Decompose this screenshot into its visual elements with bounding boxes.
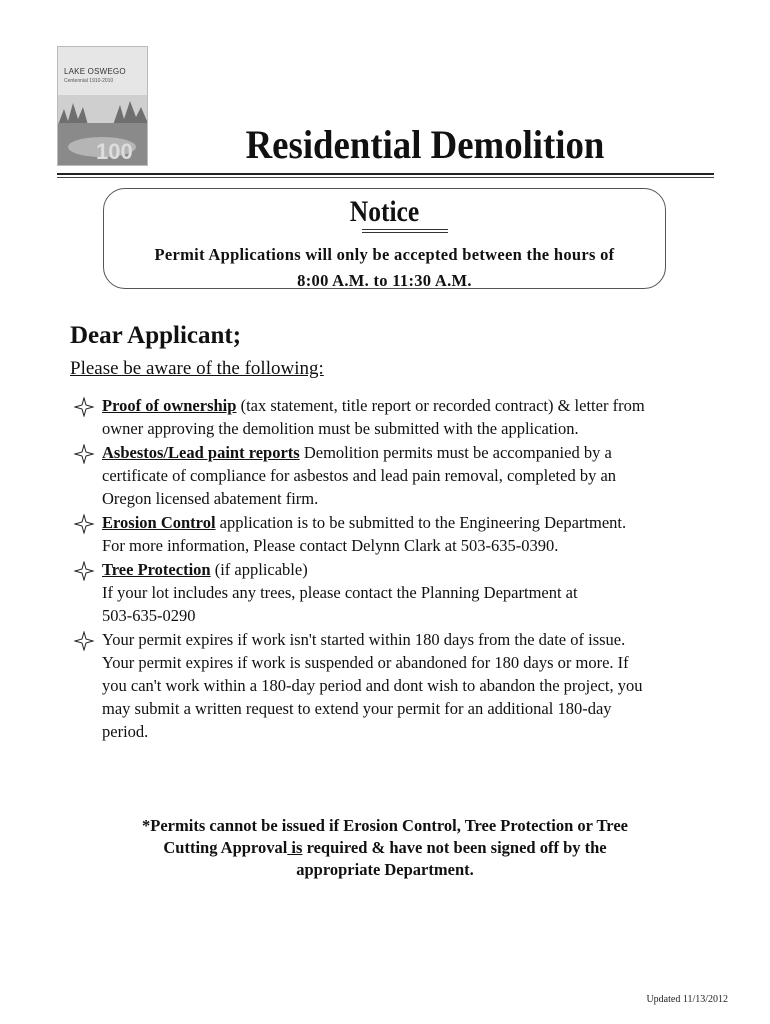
list-item-tree-protection — [70, 558, 690, 627]
notice-underline — [362, 229, 448, 230]
warning-line: required & have not been signed off by the — [302, 838, 607, 857]
item-text: certificate of compliance for asbestos and lead pain removal, completed by an — [102, 466, 617, 485]
updated-date: Updated 11/13/2012 — [646, 994, 728, 1005]
item-key: Asbestos/Lead paint reports — [102, 443, 300, 462]
title-rule — [57, 173, 714, 175]
logo-number: 100 — [96, 139, 133, 164]
permit-warning-note — [100, 815, 670, 881]
list-item-proof-of-ownership — [70, 394, 690, 440]
item-text: 503-635-0290 — [102, 606, 196, 625]
warning-line: *Permits cannot be issued if Erosion Control, Tree Protection or Tree — [142, 816, 628, 835]
title-rule-thin — [57, 177, 714, 178]
item-text: (tax statement, title report or recorded contract) & letter from — [236, 396, 645, 415]
item-key: Proof of ownership — [102, 396, 237, 415]
item-text: application is to be submitted to the Engineering Department. — [215, 513, 627, 532]
item-text: you can't work within a 180-day period and dont wish to abandon the project, you — [102, 676, 643, 695]
notice-underline-double — [362, 232, 448, 233]
four-point-star-icon — [74, 397, 94, 417]
item-key: Erosion Control — [102, 513, 216, 532]
list-item-erosion-control — [70, 511, 690, 557]
item-text: may submit a written request to extend your permit for an additional 180-day — [102, 699, 612, 718]
item-text: Your permit expires if work isn't started within 180 days from the date of issue. — [102, 630, 626, 649]
four-point-star-icon — [74, 631, 94, 651]
item-text: Your permit expires if work is suspended or abandoned for 180 days or more. If — [102, 653, 629, 672]
list-item-permit-expiration — [70, 628, 690, 743]
four-point-star-icon — [74, 514, 94, 534]
four-point-star-icon — [74, 444, 94, 464]
notice-heading: Notice — [349, 195, 420, 228]
item-text: (if applicable) — [210, 560, 308, 579]
item-text: Demolition permits must be accompanied by a — [299, 443, 612, 462]
logo-title: LAKE OSWEGO — [64, 67, 126, 76]
notice-hours-range: 8:00 A.M. to 11:30 A.M. — [297, 271, 472, 290]
four-point-star-icon — [74, 561, 94, 581]
item-text: period. — [102, 722, 149, 741]
item-text: If your lot includes any trees, please contact the Planning Department at — [102, 583, 578, 602]
item-key: Tree Protection — [102, 560, 211, 579]
list-item-asbestos — [70, 441, 690, 510]
logo-subtitle: Centennial 1910-2010 — [64, 78, 114, 84]
lake-oswego-centennial-logo — [57, 46, 148, 166]
item-text: Oregon licensed abatement firm. — [102, 489, 319, 508]
notice-box — [103, 188, 666, 289]
warning-emphasis: is — [287, 838, 303, 857]
page-title: Residential Demolition — [245, 122, 605, 167]
item-text: owner approving the demolition must be submitted with the application. — [102, 419, 579, 438]
greeting: Dear Applicant; — [70, 322, 242, 349]
subheading: Please be aware of the following: — [70, 358, 324, 379]
notice-hours-text: Permit Applications will only be accepted between the hours of — [154, 245, 615, 264]
warning-line: Cutting Approval — [163, 838, 288, 857]
warning-line: appropriate Department. — [296, 860, 474, 879]
item-text: For more information, Please contact Delynn Clark at 503-635-0390. — [102, 536, 559, 555]
